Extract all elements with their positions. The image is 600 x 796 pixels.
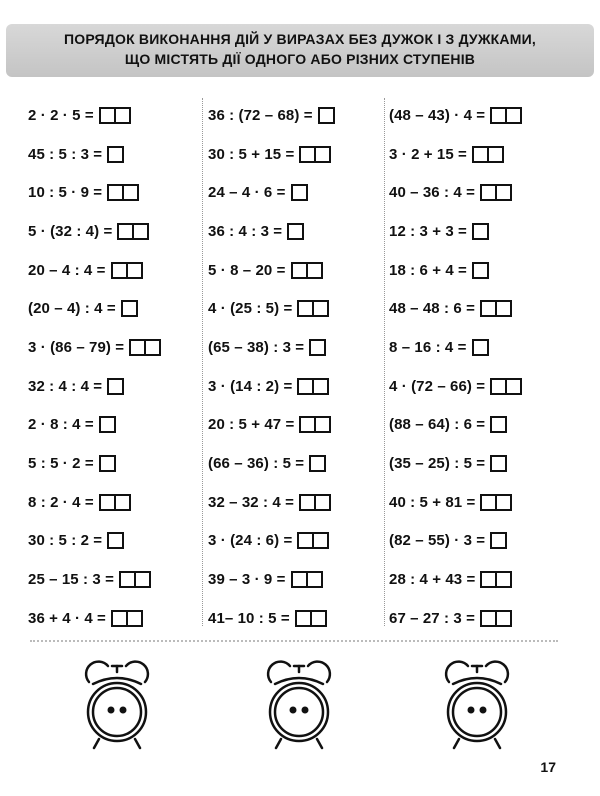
answer-boxes	[117, 223, 149, 240]
answer-box[interactable]	[126, 262, 143, 279]
answer-boxes	[480, 610, 512, 627]
answer-boxes	[490, 532, 507, 549]
answer-boxes	[291, 262, 323, 279]
exercise-row	[208, 212, 394, 251]
answer-boxes	[295, 610, 327, 627]
exercise-row	[208, 251, 394, 290]
answer-boxes	[490, 455, 507, 472]
answer-box[interactable]	[107, 532, 124, 549]
answer-boxes	[107, 378, 124, 395]
expression-text: 40 – 36 : 4 =	[389, 184, 475, 202]
exercise-column-3	[389, 96, 575, 638]
expression-text: 39 – 3 · 9 =	[208, 571, 286, 589]
title-line-2: ЩО МІСТЯТЬ ДІЇ ОДНОГО АБО РІЗНИХ СТУПЕНІВ	[124, 51, 476, 67]
exercise-row	[389, 599, 575, 638]
answer-box[interactable]	[99, 416, 116, 433]
exercise-row	[28, 560, 214, 599]
exercise-row	[28, 173, 214, 212]
answer-boxes	[480, 184, 512, 201]
exercise-row	[389, 522, 575, 561]
exercise-row	[28, 289, 214, 328]
answer-boxes	[107, 184, 139, 201]
exercise-row	[28, 367, 214, 406]
answer-boxes	[107, 532, 124, 549]
answer-box[interactable]	[121, 300, 138, 317]
expression-text: (88 – 64) : 6 =	[389, 416, 486, 434]
expression-text: 36 : 4 : 3 =	[208, 222, 283, 240]
answer-boxes	[480, 571, 512, 588]
exercise-row	[389, 560, 575, 599]
answer-box[interactable]	[495, 494, 512, 511]
answer-boxes	[107, 146, 124, 163]
answer-box[interactable]	[287, 223, 304, 240]
expression-text: 8 : 2 · 4 =	[28, 493, 94, 511]
alarm-clock-icon	[440, 654, 514, 754]
answer-box[interactable]	[291, 184, 308, 201]
expression-text: (66 – 36) : 5 =	[208, 455, 305, 473]
answer-box[interactable]	[122, 184, 139, 201]
expression-text: 5 · 8 – 20 =	[208, 261, 286, 279]
expression-text: 67 – 27 : 3 =	[389, 609, 475, 627]
answer-boxes	[299, 146, 331, 163]
answer-boxes	[129, 339, 161, 356]
exercise-row	[28, 96, 214, 135]
exercise-row	[389, 289, 575, 328]
answer-box[interactable]	[314, 416, 331, 433]
answer-box[interactable]	[126, 610, 143, 627]
answer-box[interactable]	[309, 339, 326, 356]
answer-box[interactable]	[472, 223, 489, 240]
answer-box[interactable]	[505, 107, 522, 124]
answer-box[interactable]	[490, 416, 507, 433]
answer-box[interactable]	[472, 339, 489, 356]
exercise-row	[28, 522, 214, 561]
expression-text: 28 : 4 + 43 =	[389, 571, 476, 589]
answer-boxes	[121, 300, 138, 317]
exercise-row	[389, 173, 575, 212]
exercise-row	[28, 483, 214, 522]
expression-text: 2 · 8 : 4 =	[28, 416, 94, 434]
answer-boxes	[291, 184, 308, 201]
exercise-row	[389, 444, 575, 483]
title-banner	[6, 24, 594, 77]
exercise-row	[208, 560, 394, 599]
answer-box[interactable]	[487, 146, 504, 163]
answer-boxes	[297, 378, 329, 395]
answer-box[interactable]	[132, 223, 149, 240]
exercise-column-2	[208, 96, 394, 638]
answer-boxes	[287, 223, 304, 240]
exercise-row	[208, 406, 394, 445]
answer-box[interactable]	[472, 262, 489, 279]
answer-boxes	[111, 262, 143, 279]
answer-box[interactable]	[314, 146, 331, 163]
answer-box[interactable]	[495, 184, 512, 201]
answer-box[interactable]	[310, 610, 327, 627]
expression-text: 3 · (24 : 6) =	[208, 532, 293, 550]
expression-text: (20 – 4) : 4 =	[28, 300, 116, 318]
expression-text: 48 – 48 : 6 =	[389, 300, 475, 318]
expression-text: 36 + 4 · 4 =	[28, 609, 106, 627]
expression-text: 36 : (72 – 68) =	[208, 106, 313, 124]
alarm-clock-icon	[80, 654, 154, 754]
answer-boxes	[309, 339, 326, 356]
answer-boxes	[99, 455, 116, 472]
answer-box[interactable]	[490, 455, 507, 472]
answer-boxes	[99, 494, 131, 511]
answer-box[interactable]	[114, 107, 131, 124]
expression-text: (48 – 43) · 4 =	[389, 106, 486, 124]
answer-box[interactable]	[312, 300, 329, 317]
expression-text: 20 : 5 + 47 =	[208, 416, 295, 434]
expression-text: 40 : 5 + 81 =	[389, 493, 476, 511]
expression-text: (65 – 38) : 3 =	[208, 338, 305, 356]
answer-boxes	[490, 416, 507, 433]
alarm-clock-icon	[262, 654, 336, 754]
answer-boxes	[318, 107, 335, 124]
answer-box[interactable]	[306, 571, 323, 588]
exercise-row	[389, 367, 575, 406]
exercise-row	[28, 212, 214, 251]
expression-text: 3 · (14 : 2) =	[208, 377, 293, 395]
answer-boxes	[490, 378, 522, 395]
exercise-row	[28, 135, 214, 174]
expression-text: 30 : 5 : 2 =	[28, 532, 103, 550]
expression-text: 30 : 5 + 15 =	[208, 145, 295, 163]
answer-boxes	[299, 494, 331, 511]
page-number: 17	[540, 759, 556, 775]
answer-boxes	[111, 610, 143, 627]
answer-box[interactable]	[144, 339, 161, 356]
expression-text: 3 · (86 – 79) =	[28, 338, 125, 356]
exercise-row	[208, 522, 394, 561]
expression-text: 32 : 4 : 4 =	[28, 377, 103, 395]
answer-box[interactable]	[99, 455, 116, 472]
answer-boxes	[309, 455, 326, 472]
exercise-row	[28, 406, 214, 445]
expression-text: 3 · 2 + 15 =	[389, 145, 467, 163]
exercise-row	[208, 135, 394, 174]
answer-box[interactable]	[306, 262, 323, 279]
expression-text: 5 · (32 : 4) =	[28, 222, 113, 240]
expression-text: 2 · 2 · 5 =	[28, 106, 94, 124]
expression-text: (82 – 55) · 3 =	[389, 532, 486, 550]
title-line-1: ПОРЯДОК ВИКОНАННЯ ДІЙ У ВИРАЗАХ БЕЗ ДУЖОК І З ДУЖКАМИ,	[64, 31, 536, 47]
exercise-row	[208, 599, 394, 638]
exercise-row	[389, 251, 575, 290]
exercise-row	[389, 212, 575, 251]
answer-boxes	[291, 571, 323, 588]
answer-box[interactable]	[107, 378, 124, 395]
answer-boxes	[480, 494, 512, 511]
answer-box[interactable]	[312, 378, 329, 395]
exercise-row	[389, 328, 575, 367]
exercise-row	[389, 135, 575, 174]
exercise-row	[208, 483, 394, 522]
answer-boxes	[99, 107, 131, 124]
section-divider	[30, 640, 558, 642]
answer-boxes	[297, 532, 329, 549]
answer-box[interactable]	[505, 378, 522, 395]
answer-box[interactable]	[490, 532, 507, 549]
expression-text: 4 · (25 : 5) =	[208, 300, 293, 318]
expression-text: 20 – 4 : 4 =	[28, 261, 106, 279]
answer-boxes	[119, 571, 151, 588]
expression-text: (35 – 25) : 5 =	[389, 455, 486, 473]
expression-text: 12 : 3 + 3 =	[389, 222, 467, 240]
exercise-row	[208, 289, 394, 328]
exercise-row	[389, 96, 575, 135]
answer-boxes	[472, 146, 504, 163]
answer-box[interactable]	[107, 146, 124, 163]
answer-boxes	[297, 300, 329, 317]
exercise-row	[28, 251, 214, 290]
exercise-row	[208, 328, 394, 367]
answer-boxes	[480, 300, 512, 317]
answer-box[interactable]	[495, 300, 512, 317]
expression-text: 5 : 5 · 2 =	[28, 455, 94, 473]
answer-box[interactable]	[114, 494, 131, 511]
expression-text: 8 – 16 : 4 =	[389, 338, 467, 356]
exercise-row	[28, 444, 214, 483]
expression-text: 25 – 15 : 3 =	[28, 571, 114, 589]
expression-text: 41– 10 : 5 =	[208, 609, 290, 627]
answer-boxes	[490, 107, 522, 124]
expression-text: 24 – 4 · 6 =	[208, 184, 286, 202]
exercise-row	[208, 96, 394, 135]
answer-boxes	[472, 339, 489, 356]
answer-box[interactable]	[134, 571, 151, 588]
expression-text: 32 – 32 : 4 =	[208, 493, 294, 511]
answer-box[interactable]	[309, 455, 326, 472]
exercise-row	[28, 599, 214, 638]
expression-text: 45 : 5 : 3 =	[28, 145, 103, 163]
exercise-row	[28, 328, 214, 367]
answer-boxes	[299, 416, 331, 433]
answer-box[interactable]	[312, 532, 329, 549]
answer-boxes	[472, 223, 489, 240]
expression-text: 18 : 6 + 4 =	[389, 261, 467, 279]
answer-boxes	[99, 416, 116, 433]
exercise-row	[389, 483, 575, 522]
answer-boxes	[472, 262, 489, 279]
expression-text: 4 · (72 – 66) =	[389, 377, 486, 395]
answer-box[interactable]	[318, 107, 335, 124]
answer-box[interactable]	[495, 610, 512, 627]
exercise-column-1	[28, 96, 214, 638]
exercise-row	[208, 444, 394, 483]
answer-box[interactable]	[314, 494, 331, 511]
exercise-row	[208, 367, 394, 406]
exercise-row	[389, 406, 575, 445]
exercise-row	[208, 173, 394, 212]
expression-text: 10 : 5 · 9 =	[28, 184, 103, 202]
answer-box[interactable]	[495, 571, 512, 588]
